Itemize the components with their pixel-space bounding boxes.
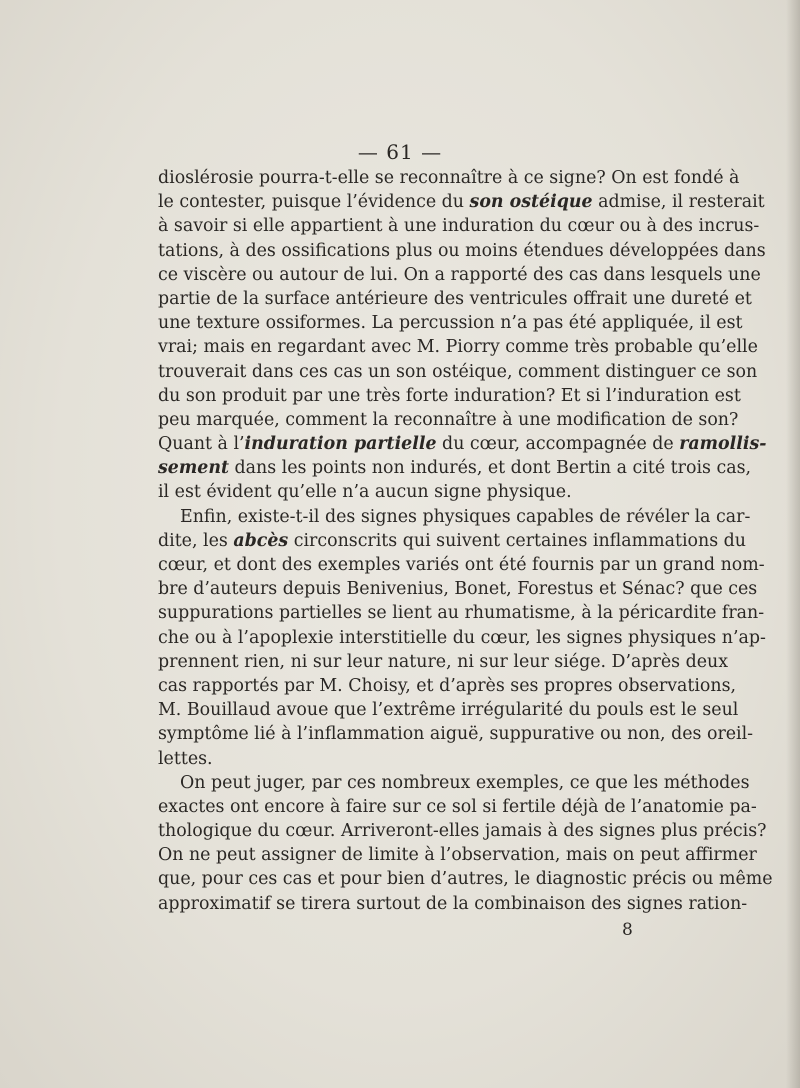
page-number: — 61 — [357,140,443,164]
text-line: peu marquée, comment la reconnaître à une modification de son? [158,409,739,430]
text-line: du son produit par une très forte induration? Et si l’induration est [158,385,741,406]
text-line: cas rapportés par M. Choisy, et d’après ses propres observations, [158,675,737,696]
text-line: ce viscère ou autour de lui. On a rapporté des cas dans lesquels une [158,264,761,285]
body-text [158,166,773,916]
italic-term: sement [158,458,229,479]
text-line: Enfin, existe-t-il des signes physiques capables de révéler la car- [180,506,751,527]
text-line: à savoir si elle appartient à une induration du cœur ou à des incrus- [158,216,760,237]
italic-term: ramollis- [679,434,767,455]
text-line: che ou à l’apoplexie interstitielle du cœur, les signes physiques n’ap- [158,627,766,648]
text-line: M. Bouillaud avoue que l’extrême irrégularité du pouls est le seul [158,700,739,721]
text-line: une texture ossiformes. La percussion n’a pas été appliquée, il est [158,313,743,334]
text-line: trouverait dans ces cas un son ostéique, comment distinguer ce son [158,361,758,382]
italic-term: abcès [233,530,289,551]
text-line: On ne peut assigner de limite à l’observation, mais on peut affirmer [158,845,757,866]
italic-term: son ostéique [469,192,593,213]
text-line: bre d’auteurs depuis Benivenius, Bonet, Forestus et Sénac? que ces [158,579,758,600]
text-line: sement dans les points non indurés, et dont Bertin a cité trois cas, [158,458,752,479]
text-line: partie de la surface antérieure des ventricules offrait une dureté et [158,288,752,309]
text-line: suppurations partielles se lient au rhumatisme, à la péricardite fran- [158,603,765,624]
italic-term: induration partielle [244,434,437,455]
text-line: vrai; mais en regardant avec M. Piorry comme très probable qu’elle [158,337,758,358]
text-line: symptôme lié à l’inflammation aiguë, suppurative ou non, des oreil- [158,724,754,745]
text-line: cœur, et dont des exemples variés ont été fournis par un grand nom- [158,555,765,575]
text-line: dite, les abcès circonscrits qui suivent certaines inflammations du [158,530,746,551]
text-line: prennent rien, ni sur leur nature, ni sur leur siége. D’après deux [158,651,729,672]
text-line: thologique du cœur. Arriveront-elles jamais à des signes plus précis? [158,821,767,842]
text-line: approximatif se tirera surtout de la combinaison des signes ration- [158,893,748,914]
text-line: que, pour ces cas et pour bien d’autres, le diagnostic précis ou même [158,869,773,890]
text-line: lettes. [158,748,213,769]
text-line: exactes ont encore à faire sur ce sol si fertile déjà de l’anatomie pa- [158,796,757,817]
signature-mark: 8 [622,920,633,940]
text-line: On peut juger, par ces nombreux exemples, ce que les méthodes [180,772,750,793]
text-line: le contester, puisque l’évidence du son ostéique admise, il resterait [158,192,765,213]
text-line: Quant à l’induration partielle du cœur, accompagnée de ramollis- [158,434,767,455]
text-line: tations, à des ossifications plus ou moins étendues développées dans [158,240,766,261]
text-line: dioslérosie pourra-t-elle se reconnaître à ce signe? On est fondé à [158,168,740,188]
text-line: il est évident qu’elle n’a aucun signe physique. [158,482,572,503]
